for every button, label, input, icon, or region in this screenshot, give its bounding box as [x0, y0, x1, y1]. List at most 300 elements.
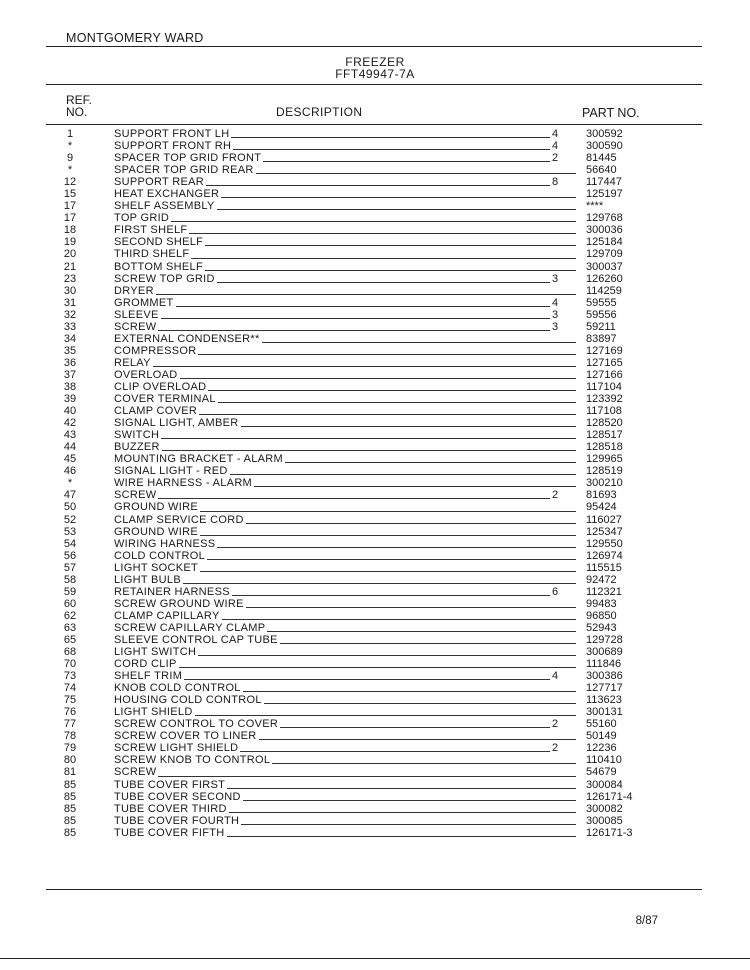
part-description: GROUND WIRE [114, 525, 198, 538]
part-description: SCREW LIGHT SHIELD [114, 742, 239, 755]
title-rule [46, 84, 702, 85]
part-description: CLIP OVERLOAD [114, 380, 207, 393]
part-number: 81693 [586, 489, 617, 502]
parts-row [0, 369, 750, 381]
part-description: SIGNAL LIGHT, AMBER [114, 417, 239, 430]
part-number: 55160 [586, 718, 617, 731]
ref-number: 9 [66, 152, 74, 165]
leader-line [243, 800, 576, 801]
ref-number: 85 [63, 778, 77, 791]
ref-number: 70 [63, 658, 77, 671]
quantity: 2 [551, 152, 559, 165]
leader-line [230, 474, 576, 475]
part-description: CLAMP CAPILLARY [114, 609, 220, 622]
part-number: 300085 [586, 814, 623, 827]
part-number: 50149 [586, 730, 617, 743]
ref-number: 32 [63, 308, 77, 321]
parts-row [0, 465, 750, 477]
header-rule [46, 46, 702, 47]
part-number: 59556 [586, 308, 617, 321]
leader-line [246, 607, 576, 608]
part-number: 126171-4 [586, 790, 633, 803]
ref-number: * [67, 164, 73, 177]
ref-number: 59 [63, 585, 77, 598]
parts-row [0, 453, 750, 465]
parts-row [0, 670, 750, 682]
part-description: BUZZER [114, 441, 160, 454]
part-number: 117108 [586, 405, 622, 418]
part-description: TOP GRID [114, 212, 170, 225]
part-number: 129965 [586, 453, 623, 466]
part-number: 127166 [586, 368, 623, 381]
part-description: SCREW CONTROL TO COVER [114, 718, 279, 731]
parts-row [0, 176, 750, 188]
part-number: 12236 [586, 742, 617, 755]
description-heading: DESCRIPTION [276, 105, 363, 119]
part-number: 112321 [586, 585, 622, 598]
part-description: SHELF ASSEMBLY [114, 200, 215, 213]
part-description: SCREW [114, 320, 157, 333]
part-number: 128517 [586, 429, 623, 442]
part-description: SUPPORT FRONT RH [114, 140, 232, 153]
part-number: 54679 [586, 766, 617, 779]
leader-line [264, 703, 576, 704]
part-number: 111846 [586, 658, 622, 671]
part-number: 127169 [586, 344, 623, 357]
part-description: KNOB COLD CONTROL [114, 682, 241, 695]
parts-row [0, 586, 750, 598]
part-description: FIRST SHELF [114, 224, 188, 237]
leader-line [183, 583, 576, 584]
parts-row [0, 501, 750, 513]
part-description: SLEEVE [114, 308, 159, 321]
leader-line [272, 763, 576, 764]
part-description: GROUND WIRE [114, 501, 198, 514]
part-number: 300386 [586, 670, 623, 683]
part-description: COMPRESSOR [114, 344, 197, 357]
leader-line [267, 631, 576, 632]
parts-row [0, 754, 750, 766]
parts-row [0, 405, 750, 417]
part-number: 300590 [586, 140, 623, 153]
part-number: 110410 [586, 754, 622, 767]
part-number: 95424 [586, 501, 617, 514]
ref-number: 33 [63, 320, 77, 333]
parts-row [0, 742, 750, 754]
part-number: 300084 [586, 778, 623, 791]
part-description: SCREW GROUND WIRE [114, 597, 244, 610]
leader-line [263, 161, 550, 162]
ref-number: 85 [63, 814, 77, 827]
part-description: RETAINER HARNESS [114, 585, 230, 598]
part-number: **** [586, 200, 604, 213]
leader-line [153, 366, 576, 367]
parts-row [0, 297, 750, 309]
part-description: BOTTOM SHELF [114, 260, 203, 273]
parts-row [0, 718, 750, 730]
parts-row [0, 417, 750, 429]
parts-row [0, 827, 750, 839]
part-number: 128518 [586, 441, 623, 454]
parts-row [0, 224, 750, 236]
ref-number: 57 [63, 561, 77, 574]
ref-number: 85 [63, 802, 77, 815]
leader-line [240, 751, 550, 752]
part-number: 126260 [586, 272, 623, 285]
part-description: CORD CLIP [114, 658, 177, 671]
brand-name: MONTGOMERY WARD [66, 31, 204, 45]
part-number: 125184 [586, 236, 623, 249]
leader-line [256, 173, 576, 174]
parts-row [0, 261, 750, 273]
part-number: 300131 [586, 706, 623, 719]
part-description: TUBE COVER THIRD [114, 802, 227, 815]
leader-line [176, 306, 550, 307]
ref-number: 43 [63, 429, 77, 442]
parts-row [0, 128, 750, 140]
leader-line [233, 149, 550, 150]
ref-number: 56 [63, 549, 77, 562]
part-number: 117447 [586, 176, 622, 189]
part-number: 300037 [586, 260, 623, 273]
leader-line [158, 776, 576, 777]
parts-row [0, 803, 750, 815]
part-description: SCREW COVER TO LINER [114, 730, 257, 743]
ref-number: 75 [63, 694, 77, 707]
parts-row [0, 694, 750, 706]
part-number: 83897 [586, 332, 617, 345]
leader-line [189, 233, 576, 234]
part-description: SHELF TRIM [114, 670, 183, 683]
ref-number: 54 [63, 537, 77, 550]
parts-row [0, 393, 750, 405]
quantity: 2 [551, 742, 559, 755]
revision-date: 8/87 [635, 915, 658, 927]
part-description: SUPPORT REAR [114, 176, 204, 189]
leader-line [184, 679, 550, 680]
ref-number: 44 [63, 441, 77, 454]
leader-line [280, 727, 550, 728]
ref-number: 1 [66, 128, 74, 140]
part-number: 129709 [586, 248, 623, 261]
parts-row [0, 333, 750, 345]
part-description: RELAY [114, 356, 151, 369]
ref-number: 80 [63, 754, 77, 767]
ref-number: 52 [63, 513, 77, 526]
quantity: 8 [551, 176, 559, 189]
part-number: 129728 [586, 633, 623, 646]
part-description: SCREW [114, 766, 157, 779]
ref-number: 85 [63, 790, 77, 803]
quantity: 4 [551, 670, 559, 683]
leader-line [195, 715, 576, 716]
parts-row [0, 429, 750, 441]
parts-row [0, 381, 750, 393]
quantity: 6 [551, 585, 559, 598]
part-description: THIRD SHELF [114, 248, 190, 261]
parts-row [0, 140, 750, 152]
ref-number: 23 [63, 272, 77, 285]
ref-number: 12 [63, 176, 77, 189]
parts-row [0, 610, 750, 622]
leader-line [221, 197, 576, 198]
leader-line [231, 137, 550, 138]
ref-number: 60 [63, 597, 77, 610]
part-number: 123392 [586, 393, 623, 406]
ref-number: 30 [63, 284, 77, 297]
part-number: 300082 [586, 802, 623, 815]
quantity: 2 [551, 489, 559, 502]
parts-row [0, 285, 750, 297]
ref-number: 46 [63, 465, 77, 478]
leader-line [161, 318, 550, 319]
model-number: FFT49947-7A [335, 67, 415, 81]
part-description: EXTERNAL CONDENSER** [114, 332, 260, 345]
part-number: 52943 [586, 621, 617, 634]
ref-no-heading [66, 94, 92, 118]
parts-row [0, 538, 750, 550]
ref-number: 79 [63, 742, 77, 755]
ref-number: 62 [63, 609, 77, 622]
ref-number: 53 [63, 525, 77, 538]
ref-heading-line2: NO. [66, 105, 88, 119]
leader-line [206, 185, 550, 186]
ref-number: 47 [63, 489, 77, 502]
parts-row [0, 357, 750, 369]
quantity: 4 [551, 140, 559, 153]
part-description: MOUNTING BRACKET - ALARM [114, 453, 283, 466]
parts-row [0, 646, 750, 658]
leader-line [191, 258, 576, 259]
part-description: TUBE COVER FIRST [114, 778, 226, 791]
part-number: 127717 [586, 682, 623, 695]
quantity: 4 [551, 296, 559, 309]
ref-number: 38 [63, 380, 77, 393]
parts-row [0, 779, 750, 791]
ref-number: 17 [63, 212, 77, 225]
ref-number: 21 [63, 260, 77, 273]
parts-row [0, 658, 750, 670]
part-number: 129550 [586, 537, 623, 550]
part-number: 125347 [586, 525, 623, 538]
leader-line [241, 426, 576, 427]
leader-line [198, 655, 576, 656]
parts-row [0, 526, 750, 538]
part-description: WIRE HARNESS - ALARM [114, 477, 253, 490]
part-number: 92472 [586, 573, 617, 586]
part-number: 300036 [586, 224, 623, 237]
part-number: 129768 [586, 212, 623, 225]
ref-number: 19 [63, 236, 77, 249]
part-description: WIRING HARNESS [114, 537, 216, 550]
leader-line [158, 498, 550, 499]
part-description: SUPPORT FRONT LH [114, 128, 230, 140]
leader-line [241, 824, 576, 825]
ref-number: 50 [63, 501, 77, 514]
leader-line [227, 836, 576, 837]
parts-row [0, 634, 750, 646]
ref-heading-line1: REF. [66, 93, 93, 107]
ref-number: 68 [63, 646, 77, 659]
parts-row [0, 248, 750, 260]
part-no-heading: PART NO. [582, 106, 640, 120]
part-description: LIGHT SOCKET [114, 561, 199, 574]
part-description: SPACER TOP GRID REAR [114, 164, 254, 177]
part-description: SCREW CAPILLARY CLAMP [114, 621, 266, 634]
part-description: CLAMP SERVICE CORD [114, 513, 244, 526]
ref-number: 31 [63, 296, 77, 309]
parts-row [0, 598, 750, 610]
part-description: SWITCH [114, 429, 160, 442]
part-number: 56640 [586, 164, 617, 177]
leader-line [205, 270, 576, 271]
part-description: SLEEVE CONTROL CAP TUBE [114, 633, 278, 646]
ref-number: 58 [63, 573, 77, 586]
part-number: 116027 [586, 513, 622, 526]
quantity: 3 [551, 308, 559, 321]
ref-number: 15 [63, 188, 77, 201]
quantity: 3 [551, 320, 559, 333]
ref-number: 63 [63, 621, 77, 634]
part-description: TUBE COVER FIFTH [114, 826, 225, 839]
leader-line [156, 294, 576, 295]
parts-row [0, 273, 750, 285]
part-number: 126974 [586, 549, 623, 562]
parts-row [0, 514, 750, 526]
part-number: 127165 [586, 356, 623, 369]
ref-number: 17 [63, 200, 77, 213]
part-number: 115515 [586, 561, 622, 574]
leader-line [162, 450, 576, 451]
part-description: CLAMP COVER [114, 405, 198, 418]
part-description: SPACER TOP GRID FRONT [114, 152, 262, 165]
quantity: 3 [551, 272, 559, 285]
leader-line [198, 354, 576, 355]
part-description: HEAT EXCHANGER [114, 188, 220, 201]
parts-row [0, 682, 750, 694]
parts-row [0, 321, 750, 333]
parts-row [0, 550, 750, 562]
parts-row [0, 791, 750, 803]
parts-list [0, 128, 750, 839]
leader-line [229, 812, 576, 813]
part-description: SCREW KNOB TO CONTROL [114, 754, 271, 767]
part-number: 300210 [586, 477, 623, 490]
ref-number: 45 [63, 453, 77, 466]
leader-line [179, 667, 576, 668]
leader-line [200, 535, 576, 536]
part-description: OVERLOAD [114, 368, 178, 381]
ref-number: 42 [63, 417, 77, 430]
leader-line [217, 547, 576, 548]
part-description: SECOND SHELF [114, 236, 204, 249]
parts-row [0, 441, 750, 453]
ref-number: 78 [63, 730, 77, 743]
leader-line [161, 438, 576, 439]
parts-row [0, 766, 750, 778]
ref-number: 39 [63, 393, 77, 406]
leader-line [259, 739, 576, 740]
leader-line [217, 209, 576, 210]
leader-line [205, 245, 576, 246]
quantity: 2 [551, 718, 559, 731]
part-number: 117104 [586, 380, 622, 393]
part-number: 300689 [586, 646, 623, 659]
leader-line [262, 342, 576, 343]
parts-row [0, 188, 750, 200]
parts-row [0, 200, 750, 212]
part-description: TUBE COVER SECOND [114, 790, 241, 803]
columns-rule [46, 124, 702, 125]
part-number: 126171-3 [586, 826, 633, 839]
leader-line [217, 282, 550, 283]
part-number: 99483 [586, 597, 617, 610]
part-number: 96850 [586, 609, 617, 622]
ref-number: 37 [63, 368, 77, 381]
leader-line [254, 486, 576, 487]
leader-line [218, 402, 576, 403]
part-description: COVER TERMINAL [114, 393, 216, 406]
ref-number: 76 [63, 706, 77, 719]
leader-line [232, 595, 550, 596]
parts-row [0, 152, 750, 164]
leader-line [200, 511, 576, 512]
bottom-rule [0, 958, 750, 959]
part-number: 300592 [586, 128, 623, 140]
part-description: LIGHT SWITCH [114, 646, 197, 659]
part-description: SCREW TOP GRID [114, 272, 215, 285]
ref-number: 35 [63, 344, 77, 357]
footer-rule [46, 889, 702, 890]
ref-number: 85 [63, 826, 77, 839]
ref-number: * [67, 140, 73, 153]
leader-line [199, 414, 576, 415]
ref-number: 40 [63, 405, 77, 418]
part-description: SCREW [114, 489, 157, 502]
part-number: 114259 [586, 284, 622, 297]
part-number: 128520 [586, 417, 623, 430]
parts-row [0, 236, 750, 248]
part-number: 128519 [586, 465, 623, 478]
leader-line [158, 330, 550, 331]
parts-row [0, 730, 750, 742]
ref-number: * [67, 477, 73, 490]
parts-row [0, 622, 750, 634]
leader-line [222, 619, 576, 620]
ref-number: 18 [63, 224, 77, 237]
leader-line [280, 643, 576, 644]
parts-row [0, 164, 750, 176]
ref-number: 20 [63, 248, 77, 261]
leader-line [246, 523, 576, 524]
document-title: FREEZER [345, 55, 405, 69]
parts-row [0, 815, 750, 827]
ref-number: 73 [63, 670, 77, 683]
part-number: 59211 [586, 320, 616, 333]
ref-number: 34 [63, 332, 77, 345]
ref-number: 77 [63, 718, 77, 731]
part-number: 125197 [586, 188, 623, 201]
part-description: TUBE COVER FOURTH [114, 814, 240, 827]
part-number: 81445 [586, 152, 617, 165]
parts-row [0, 562, 750, 574]
part-description: COLD CONTROL [114, 549, 205, 562]
parts-row [0, 309, 750, 321]
leader-line [207, 559, 576, 560]
quantity: 4 [551, 128, 559, 140]
leader-line [285, 462, 576, 463]
parts-row [0, 706, 750, 718]
